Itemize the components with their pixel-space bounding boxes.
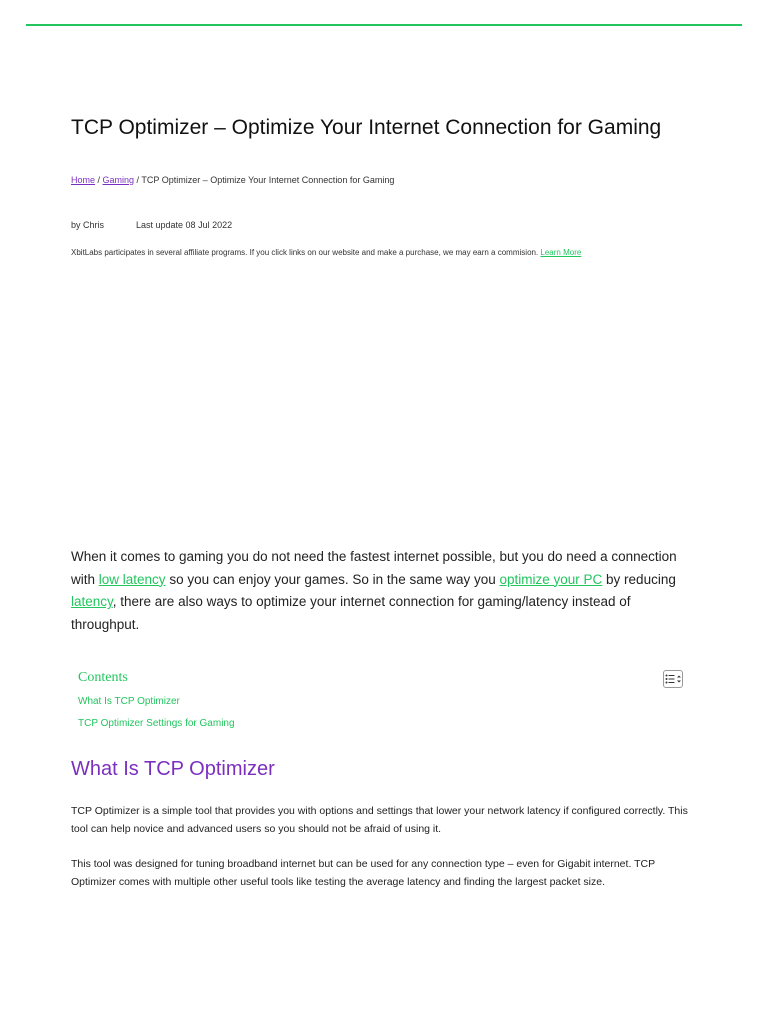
header-divider bbox=[26, 24, 742, 26]
intro-text: by reducing bbox=[602, 571, 676, 587]
toc-title: Contents bbox=[78, 670, 128, 685]
breadcrumb-separator: / bbox=[134, 175, 142, 185]
body-paragraph: TCP Optimizer is a simple tool that provides you with options and settings that lower your network latency if configured correctly. This tool can help novice and advanced users so you should not be afraid of using it. bbox=[71, 805, 688, 835]
byline bbox=[71, 220, 232, 230]
intro-paragraph bbox=[71, 546, 696, 636]
affiliate-disclosure bbox=[71, 248, 581, 257]
intro-text: so you can enjoy your games. So in the same way you bbox=[165, 571, 500, 587]
learn-more-link[interactable]: Learn More bbox=[540, 248, 582, 257]
breadcrumb-home-link[interactable]: Home bbox=[71, 175, 96, 185]
latency-link[interactable]: latency bbox=[71, 594, 113, 609]
toc-item-tcp-optimizer-settings[interactable]: TCP Optimizer Settings for Gaming bbox=[78, 718, 235, 729]
breadcrumb-separator: / bbox=[95, 175, 103, 185]
body-paragraph: This tool was designed for tuning broadband internet but can be used for any connection type – even for Gigabit internet. TCP Optimizer comes with multiple other useful tools like testing the average latency and finding the largest packet size. bbox=[71, 858, 655, 888]
author-name: by Chris bbox=[71, 220, 105, 230]
breadcrumb bbox=[71, 175, 394, 185]
list-toggle-icon bbox=[665, 672, 681, 687]
breadcrumb-current: TCP Optimizer – Optimize Your Internet Connection for Gaming bbox=[141, 175, 395, 185]
intro-text: , there are also ways to optimize your internet connection for gaming/latency instead of throughput. bbox=[71, 594, 631, 632]
affiliate-text: XbitLabs participates in several affiliate programs. If you click links on our website and make a purchase, we may earn a commision. bbox=[71, 248, 541, 257]
intro-text: When it comes to gaming you do not need the fastest internet possible, but you do need a connection with bbox=[71, 549, 677, 587]
low-latency-link[interactable]: low latency bbox=[98, 571, 166, 587]
page-title: TCP Optimizer – Optimize Your Internet Connection for Gaming bbox=[71, 116, 662, 139]
section-heading: What Is TCP Optimizer bbox=[71, 758, 275, 780]
last-update: Last update 08 Jul 2022 bbox=[136, 220, 233, 230]
toc-toggle-button[interactable] bbox=[663, 670, 683, 688]
breadcrumb-gaming-link[interactable]: Gaming bbox=[102, 175, 135, 185]
toc-list bbox=[78, 691, 688, 735]
optimize-your-pc-link[interactable]: optimize your PC bbox=[499, 571, 603, 587]
toc-item-what-is-tcp-optimizer[interactable]: What Is TCP Optimizer bbox=[78, 696, 180, 707]
table-of-contents bbox=[78, 670, 688, 735]
